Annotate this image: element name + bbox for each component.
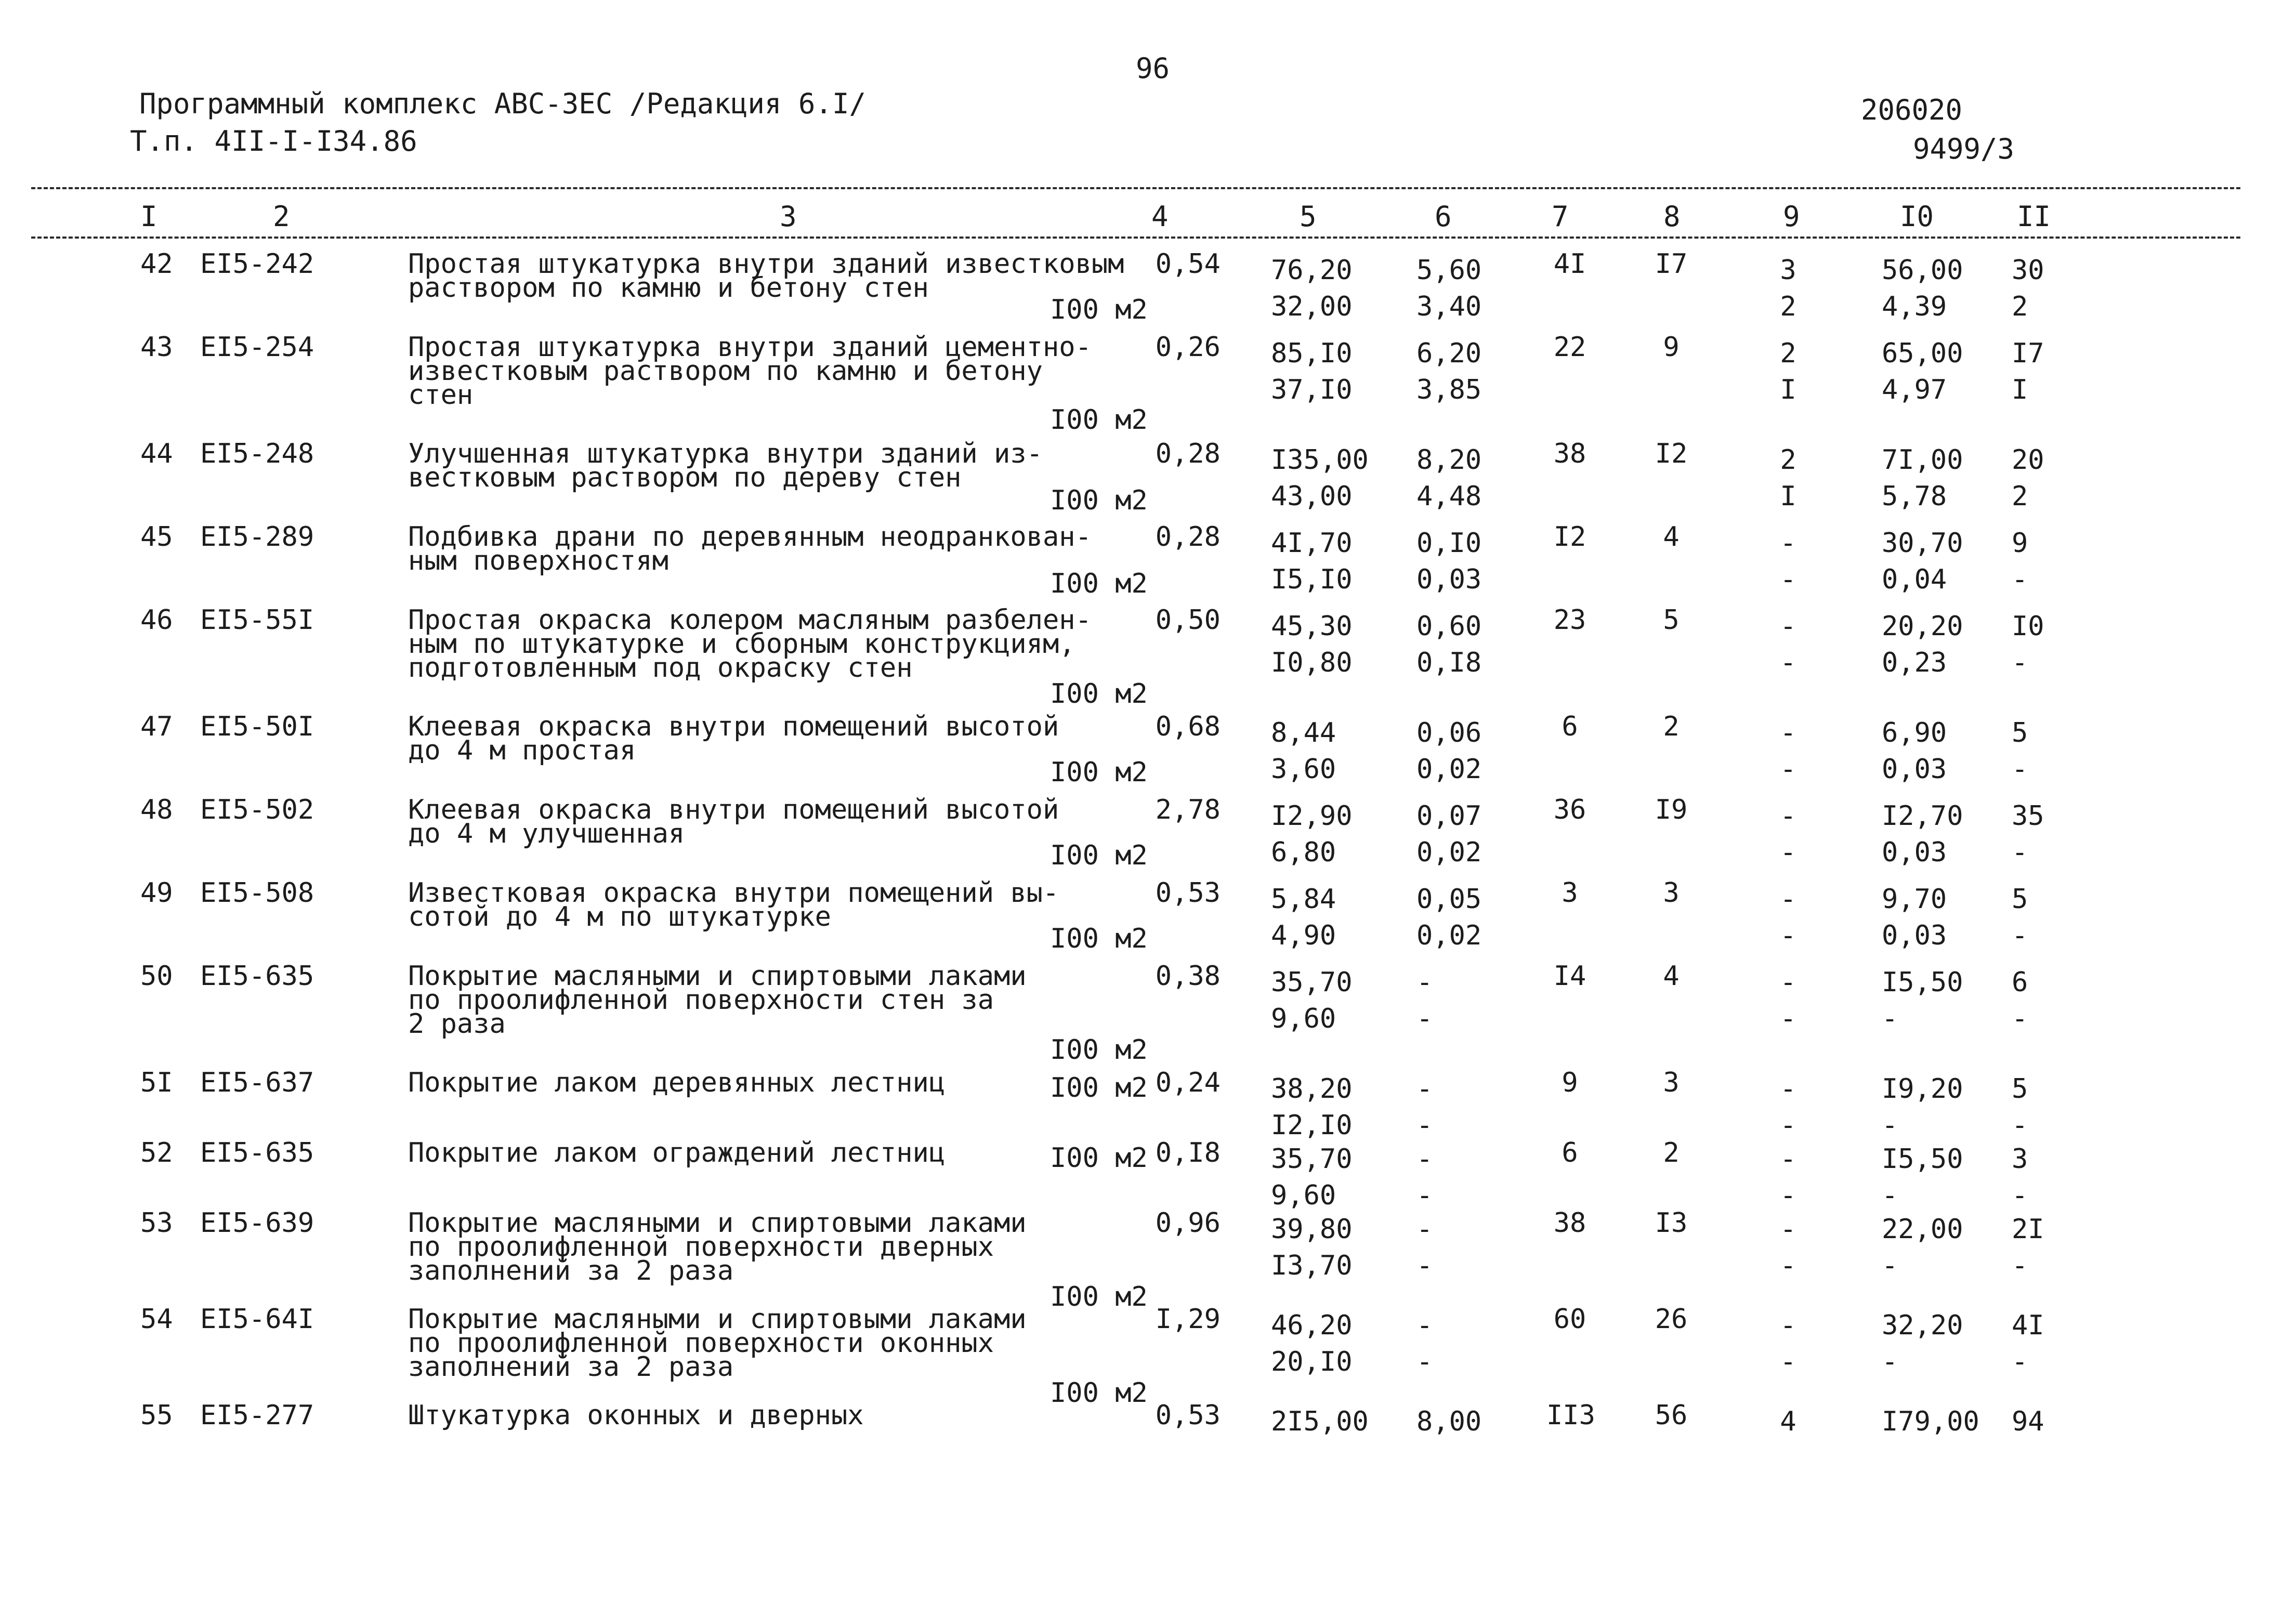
column-6-values: 0,I0 0,03 — [1416, 528, 1482, 595]
column-11-values: I7 I — [2012, 338, 2044, 405]
row-number: 5I — [140, 1067, 173, 1098]
work-description: Покрытие масляными и спиртовыми лаками по проолифленной поверхности оконных заполнений за 2 раза — [408, 1304, 1027, 1383]
column-5-values: I35,00 43,00 — [1271, 444, 1369, 512]
column-header-7: 7 — [1552, 200, 1569, 233]
column-5-values: 85,I0 37,I0 — [1271, 338, 1353, 405]
column-7-value: I2 — [1553, 521, 1586, 553]
quantity: 0,53 — [1155, 1400, 1221, 1431]
quantity: 0,68 — [1155, 711, 1221, 742]
work-description: Покрытие лаком деревянных лестниц — [408, 1067, 946, 1098]
rate-code: ЕI5-637 — [200, 1067, 314, 1098]
column-5-values: 8,44 3,60 — [1271, 717, 1336, 785]
unit-of-measure: I00 м2 — [1050, 1281, 1148, 1312]
quantity: 0,96 — [1155, 1207, 1221, 1239]
row-number: 48 — [140, 794, 173, 825]
column-8-value: I9 — [1655, 794, 1688, 825]
work-description: Штукатурка оконных и дверных — [408, 1400, 864, 1431]
unit-of-measure: I00 м2 — [1050, 840, 1148, 871]
column-5-values: 35,70 9,60 — [1271, 1144, 1353, 1211]
column-9-values: - - — [1780, 1310, 1796, 1377]
column-9-values: - - — [1780, 611, 1796, 678]
column-11-values: 3 - — [2012, 1144, 2028, 1211]
software-header: Программный комплекс АВС-3ЕС /Редакция 6.I/ — [139, 87, 866, 120]
column-5-values: 39,80 I3,70 — [1271, 1214, 1353, 1281]
column-6-values: - - — [1416, 967, 1433, 1034]
row-number: 47 — [140, 711, 173, 742]
column-10-values: 22,00 - — [1882, 1214, 1963, 1281]
rate-code: ЕI5-289 — [200, 521, 314, 553]
rate-code: ЕI5-64I — [200, 1304, 314, 1335]
page-number: 96 — [1136, 52, 1170, 85]
work-description: Простая окраска колером масляным разбелен- ным по штукатурке и сборным конструкциям, подготовленным под окраску стен — [408, 605, 1092, 684]
column-8-value: I2 — [1655, 438, 1688, 469]
work-description: Клеевая окраска внутри помещений высотой до 4 м простая — [408, 711, 1059, 766]
column-10-values: 65,00 4,97 — [1882, 338, 1963, 405]
column-10-values: 7I,00 5,78 — [1882, 444, 1963, 512]
column-6-values: 0,60 0,I8 — [1416, 611, 1482, 678]
work-description: Известковая окраска внутри помещений вы- сотой до 4 м по штукатурке — [408, 877, 1059, 933]
quantity: 0,I8 — [1155, 1137, 1221, 1168]
column-11-values: 5 - — [2012, 717, 2028, 785]
column-8-value: 56 — [1655, 1400, 1688, 1431]
column-11-values: 94 — [2012, 1406, 2044, 1437]
column-9-values: - - — [1780, 1144, 1796, 1211]
column-7-value: 6 — [1562, 1137, 1578, 1168]
column-9-values: - - — [1780, 528, 1796, 595]
column-9-values: 2 I — [1780, 338, 1796, 405]
column-7-value: 60 — [1553, 1304, 1586, 1335]
column-header-9: 9 — [1783, 200, 1800, 233]
column-8-value: 3 — [1663, 1067, 1680, 1098]
column-6-values: - - — [1416, 1073, 1433, 1141]
column-7-value: 6 — [1562, 711, 1578, 742]
work-description: Простая штукатурка внутри зданий известковым раствором по камню и бетону стен — [408, 248, 1124, 304]
column-10-values: I5,50 - — [1882, 1144, 1963, 1211]
column-6-values: 8,00 — [1416, 1406, 1482, 1437]
column-6-values: 0,05 0,02 — [1416, 884, 1482, 951]
column-7-value: 36 — [1553, 794, 1586, 825]
column-8-value: 4 — [1663, 961, 1680, 992]
unit-of-measure: I00 м2 — [1050, 485, 1148, 516]
column-11-values: 4I - — [2012, 1310, 2044, 1377]
work-description: Покрытие лаком ограждений лестниц — [408, 1137, 946, 1168]
unit-of-measure: I00 м2 — [1050, 294, 1148, 325]
column-10-values: 20,20 0,23 — [1882, 611, 1963, 678]
column-7-value: 9 — [1562, 1067, 1578, 1098]
work-description: Покрытие масляными и спиртовыми лаками по проолифленной поверхности дверных заполнений за 2 раза — [408, 1207, 1027, 1286]
column-header-8: 8 — [1663, 200, 1681, 233]
column-11-values: 20 2 — [2012, 444, 2044, 512]
column-7-value: II3 — [1546, 1400, 1595, 1431]
column-9-values: 4 — [1780, 1406, 1796, 1437]
work-description: Подбивка драни по деревянным неодранкован- ным поверхностям — [408, 521, 1092, 576]
column-9-values: - - — [1780, 1073, 1796, 1141]
quantity: 0,50 — [1155, 605, 1221, 636]
quantity: 0,53 — [1155, 877, 1221, 909]
unit-of-measure: I00 м2 — [1050, 923, 1148, 954]
column-8-value: 26 — [1655, 1304, 1688, 1335]
rate-code: ЕI5-635 — [200, 1137, 314, 1168]
row-number: 43 — [140, 332, 173, 363]
quantity: 0,28 — [1155, 438, 1221, 469]
column-5-values: 45,30 I0,80 — [1271, 611, 1353, 678]
rate-code: ЕI5-502 — [200, 794, 314, 825]
column-6-values: 5,60 3,40 — [1416, 255, 1482, 322]
column-7-value: 3 — [1562, 877, 1578, 909]
column-7-value: 38 — [1553, 438, 1586, 469]
work-description: Простая штукатурка внутри зданий цементно- известковым раствором по камню и бетону стен — [408, 332, 1092, 411]
column-5-values: 5,84 4,90 — [1271, 884, 1336, 951]
column-header-3: 3 — [780, 200, 797, 233]
column-7-value: 38 — [1553, 1207, 1586, 1239]
rate-code: ЕI5-55I — [200, 605, 314, 636]
column-10-values: I79,00 — [1882, 1406, 1979, 1437]
column-11-values: 5 - — [2012, 1073, 2028, 1141]
unit-of-measure: I00 м2 — [1050, 1377, 1148, 1409]
unit-of-measure: I00 м2 — [1050, 1034, 1148, 1066]
column-10-values: I2,70 0,03 — [1882, 800, 1963, 868]
column-5-values: 35,70 9,60 — [1271, 967, 1353, 1034]
column-9-values: - - — [1780, 884, 1796, 951]
column-9-values: - - — [1780, 1214, 1796, 1281]
row-number: 53 — [140, 1207, 173, 1239]
column-9-values: 3 2 — [1780, 255, 1796, 322]
work-description: Улучшенная штукатурка внутри зданий из- вестковым раствором по дереву стен — [408, 438, 1043, 493]
rate-code: ЕI5-508 — [200, 877, 314, 909]
column-6-values: - - — [1416, 1144, 1433, 1211]
row-number: 55 — [140, 1400, 173, 1431]
column-header-11: II — [2017, 200, 2051, 233]
column-11-values: 2I - — [2012, 1214, 2044, 1281]
column-header-2: 2 — [273, 200, 290, 233]
column-6-values: - - — [1416, 1214, 1433, 1281]
quantity: 0,24 — [1155, 1067, 1221, 1098]
column-10-values: 9,70 0,03 — [1882, 884, 1947, 951]
rate-code: ЕI5-50I — [200, 711, 314, 742]
column-7-value: 23 — [1553, 605, 1586, 636]
quantity: 2,78 — [1155, 794, 1221, 825]
row-number: 45 — [140, 521, 173, 553]
column-9-values: - - — [1780, 717, 1796, 785]
unit-of-measure: I00 м2 — [1050, 1143, 1148, 1174]
column-9-values: - - — [1780, 800, 1796, 868]
column-8-value: 2 — [1663, 1137, 1680, 1168]
rate-code: ЕI5-639 — [200, 1207, 314, 1239]
column-5-values: 46,20 20,I0 — [1271, 1310, 1353, 1377]
row-number: 54 — [140, 1304, 173, 1335]
row-number: 46 — [140, 605, 173, 636]
column-6-values: - - — [1416, 1310, 1433, 1377]
column-11-values: 35 - — [2012, 800, 2044, 868]
unit-of-measure: I00 м2 — [1050, 757, 1148, 788]
column-6-values: 0,07 0,02 — [1416, 800, 1482, 868]
rate-code: ЕI5-242 — [200, 248, 314, 280]
row-number: 49 — [140, 877, 173, 909]
rate-code: ЕI5-254 — [200, 332, 314, 363]
column-5-values: 4I,70 I5,I0 — [1271, 528, 1353, 595]
column-6-values: 6,20 3,85 — [1416, 338, 1482, 405]
column-10-values: 6,90 0,03 — [1882, 717, 1947, 785]
column-5-values: 76,20 32,00 — [1271, 255, 1353, 322]
column-7-value: I4 — [1553, 961, 1586, 992]
unit-of-measure: I00 м2 — [1050, 1072, 1148, 1104]
column-10-values: 32,20 - — [1882, 1310, 1963, 1377]
rate-code: ЕI5-635 — [200, 961, 314, 992]
document-code: 206020 — [1861, 94, 1963, 126]
column-5-values: 38,20 I2,I0 — [1271, 1073, 1353, 1141]
column-header-1: I — [140, 200, 158, 233]
column-11-values: 5 - — [2012, 884, 2028, 951]
column-8-value: 3 — [1663, 877, 1680, 909]
unit-of-measure: I00 м2 — [1050, 568, 1148, 599]
column-7-value: 4I — [1553, 248, 1586, 280]
document-sheet: 9499/3 — [1913, 133, 2015, 165]
column-header-4: 4 — [1151, 200, 1169, 233]
column-header-5: 5 — [1300, 200, 1317, 233]
row-number: 42 — [140, 248, 173, 280]
unit-of-measure: I00 м2 — [1050, 404, 1148, 436]
column-8-value: 9 — [1663, 332, 1680, 363]
work-description: Клеевая окраска внутри помещений высотой до 4 м улучшенная — [408, 794, 1059, 849]
column-7-value: 22 — [1553, 332, 1586, 363]
column-10-values: 30,70 0,04 — [1882, 528, 1963, 595]
quantity: I,29 — [1155, 1304, 1221, 1335]
column-header-6: 6 — [1435, 200, 1452, 233]
column-6-values: 8,20 4,48 — [1416, 444, 1482, 512]
quantity: 0,28 — [1155, 521, 1221, 553]
rate-code: ЕI5-248 — [200, 438, 314, 469]
column-9-values: 2 I — [1780, 444, 1796, 512]
column-10-values: I5,50 - — [1882, 967, 1963, 1034]
row-number: 52 — [140, 1137, 173, 1168]
unit-of-measure: I00 м2 — [1050, 678, 1148, 710]
column-11-values: I0 - — [2012, 611, 2044, 678]
column-5-values: 2I5,00 — [1271, 1406, 1369, 1437]
column-8-value: I3 — [1655, 1207, 1688, 1239]
column-8-value: 5 — [1663, 605, 1680, 636]
work-description: Покрытие масляными и спиртовыми лаками по проолифленной поверхности стен за 2 раза — [408, 961, 1027, 1040]
quantity: 0,38 — [1155, 961, 1221, 992]
column-10-values: I9,20 - — [1882, 1073, 1963, 1141]
column-9-values: - - — [1780, 967, 1796, 1034]
column-11-values: 6 - — [2012, 967, 2028, 1034]
column-8-value: 2 — [1663, 711, 1680, 742]
rate-code: ЕI5-277 — [200, 1400, 314, 1431]
column-11-values: 9 - — [2012, 528, 2028, 595]
column-8-value: I7 — [1655, 248, 1688, 280]
column-5-values: I2,90 6,80 — [1271, 800, 1353, 868]
project-reference: Т.п. 4II-I-I34.86 — [130, 125, 417, 157]
column-11-values: 30 2 — [2012, 255, 2044, 322]
column-10-values: 56,00 4,39 — [1882, 255, 1963, 322]
table-top-rule — [31, 187, 2240, 189]
column-header-10: I0 — [1900, 200, 1934, 233]
table-header-rule — [31, 237, 2240, 239]
column-6-values: 0,06 0,02 — [1416, 717, 1482, 785]
quantity: 0,54 — [1155, 248, 1221, 280]
quantity: 0,26 — [1155, 332, 1221, 363]
row-number: 50 — [140, 961, 173, 992]
column-8-value: 4 — [1663, 521, 1680, 553]
row-number: 44 — [140, 438, 173, 469]
